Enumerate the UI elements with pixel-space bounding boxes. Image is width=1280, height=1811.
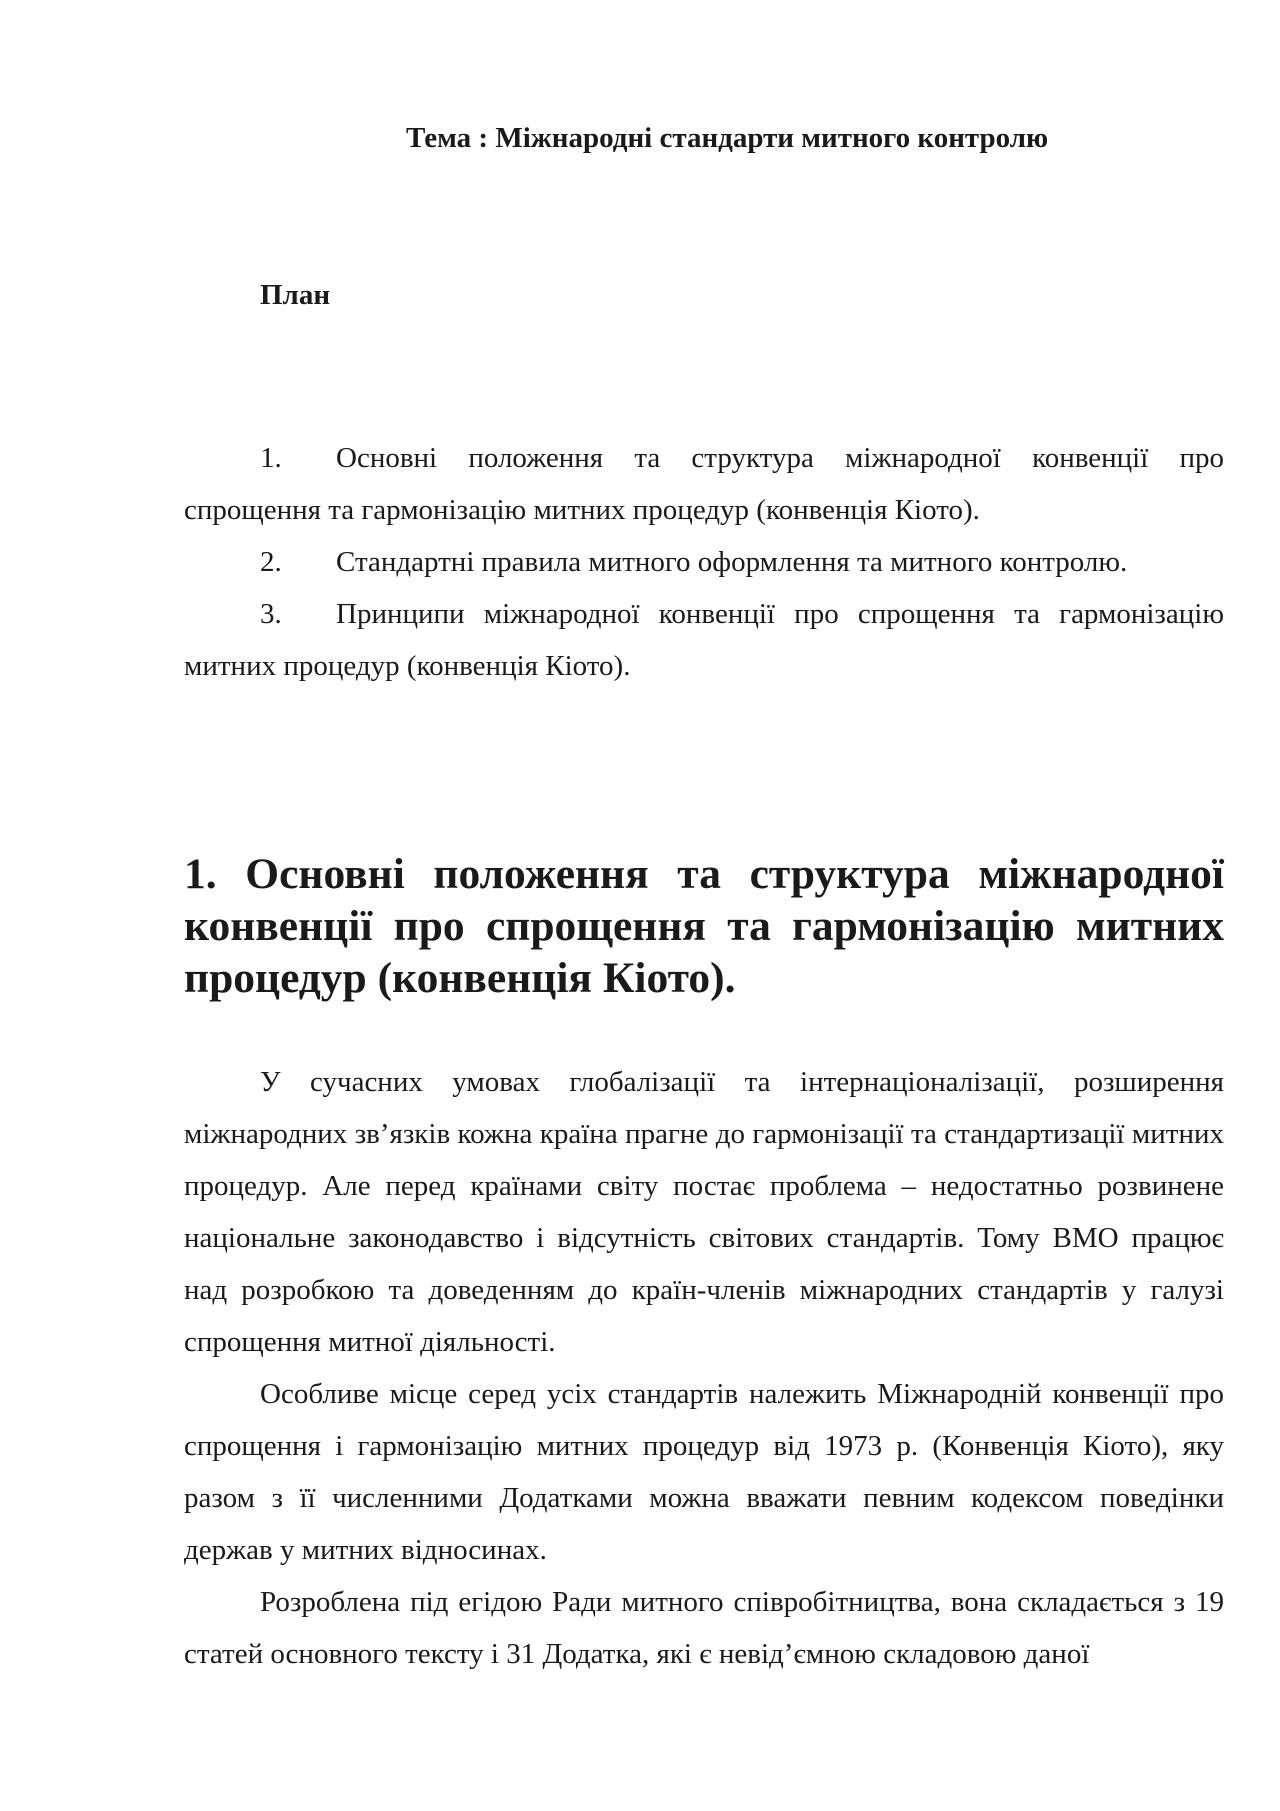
plan-item	[184, 588, 1224, 692]
plan-heading: План	[260, 279, 331, 311]
plan-item-number: 3.	[260, 598, 282, 630]
plan-item	[184, 432, 1224, 536]
plan-item-text: Принципи міжнародної конвенції про спрощення та гармонізацію митних процедур (конвенція Кіото).	[184, 598, 1224, 682]
paragraph: У сучасних умовах глобалізації та інтернаціоналізації, розширення міжнародних зв’язків кожна країна прагне до гармонізації та стандартизації митних процедур. Але перед країнами світу постає проблема – недостатньо розвинене національне законодавство і відсутність світових стандартів. Тому ВМО працює над розробкою та доведенням до країн-членів міжнародних стандартів у галузі спрощення митної діяльності.	[184, 1066, 1224, 1358]
paragraph: Розроблена під егідою Ради митного співробітництва, вона складається з 19 статей основного тексту і 31 Додатка, які є невід’ємною складовою даної	[184, 1586, 1224, 1670]
document-title: Тема : Міжнародні стандарти митного контролю	[406, 122, 1049, 154]
plan-item-number: 2.	[260, 546, 282, 578]
plan-list	[184, 432, 1224, 692]
section-heading: 1. Основні положення та структура міжнародної конвенції про спрощення та гармонізацію митних процедур (конвенція Кіото).	[184, 850, 1224, 1002]
body-text	[184, 1056, 1224, 1680]
plan-item	[184, 536, 1224, 588]
plan-item-text: Основні положення та структура міжнародної конвенції про спрощення та гармонізацію митних процедур (конвенція Кіото).	[184, 442, 1224, 526]
plan-item-text: Стандартні правила митного оформлення та митного контролю.	[336, 546, 1128, 578]
paragraph: Особливе місце серед усіх стандартів належить Міжнародній конвенції про спрощення і гармонізацію митних процедур від 1973 р. (Конвенція Кіото), яку разом з її численними Додатками можна вважати певним кодексом поведінки держав у митних відносинах.	[184, 1378, 1224, 1566]
plan-item-number: 1.	[260, 442, 282, 474]
